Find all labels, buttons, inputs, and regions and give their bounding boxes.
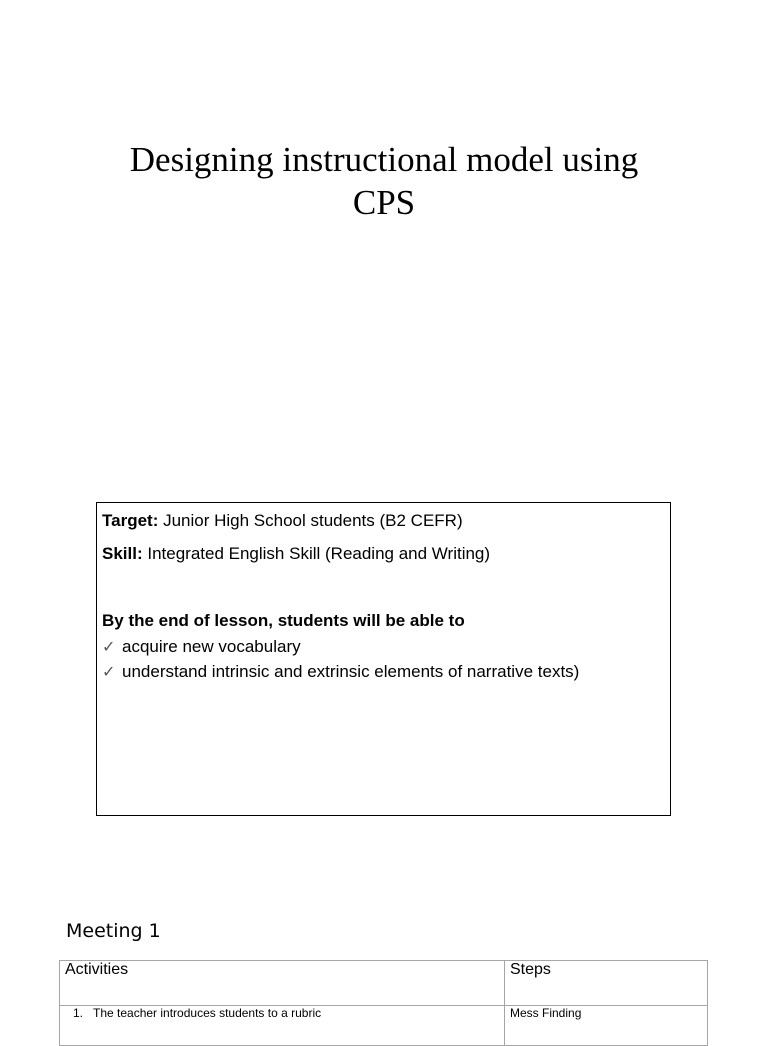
step-cell: Mess Finding bbox=[505, 1006, 708, 1046]
outcome-text: understand intrinsic and extrinsic elements of narrative texts) bbox=[122, 662, 580, 681]
outcome-item bbox=[102, 661, 579, 684]
target-label: Target: bbox=[102, 511, 159, 530]
skill-label: Skill: bbox=[102, 544, 143, 563]
outcome-item bbox=[102, 636, 301, 659]
lesson-objectives-box bbox=[96, 502, 671, 816]
check-icon: ✓ bbox=[102, 639, 116, 656]
skill-value: Integrated English Skill (Reading and Writing) bbox=[142, 544, 491, 563]
activities-table bbox=[59, 960, 708, 1046]
activity-cell bbox=[60, 1006, 505, 1046]
meeting-heading: Meeting 1 bbox=[66, 920, 161, 942]
table-header-row bbox=[60, 961, 708, 1006]
target-value: Junior High School students (B2 CEFR) bbox=[158, 511, 463, 530]
skill-line bbox=[102, 543, 490, 565]
document-title-line-2: CPS bbox=[352, 183, 416, 222]
check-icon: ✓ bbox=[102, 664, 116, 681]
activity-number: 1. bbox=[73, 1006, 84, 1020]
activity-text: The teacher introduces students to a rubric bbox=[93, 1006, 322, 1020]
outcome-heading-text: By the end of lesson, students will be able to bbox=[102, 611, 465, 630]
outcome-text: acquire new vocabulary bbox=[122, 637, 301, 656]
steps-column-header: Steps bbox=[505, 961, 708, 1006]
target-line bbox=[102, 510, 463, 532]
outcome-heading bbox=[102, 610, 465, 632]
table-row bbox=[60, 1006, 708, 1046]
activities-column-header: Activities bbox=[60, 961, 505, 1006]
document-title bbox=[84, 138, 684, 224]
document-title-line-1: Designing instructional model using bbox=[129, 140, 639, 179]
